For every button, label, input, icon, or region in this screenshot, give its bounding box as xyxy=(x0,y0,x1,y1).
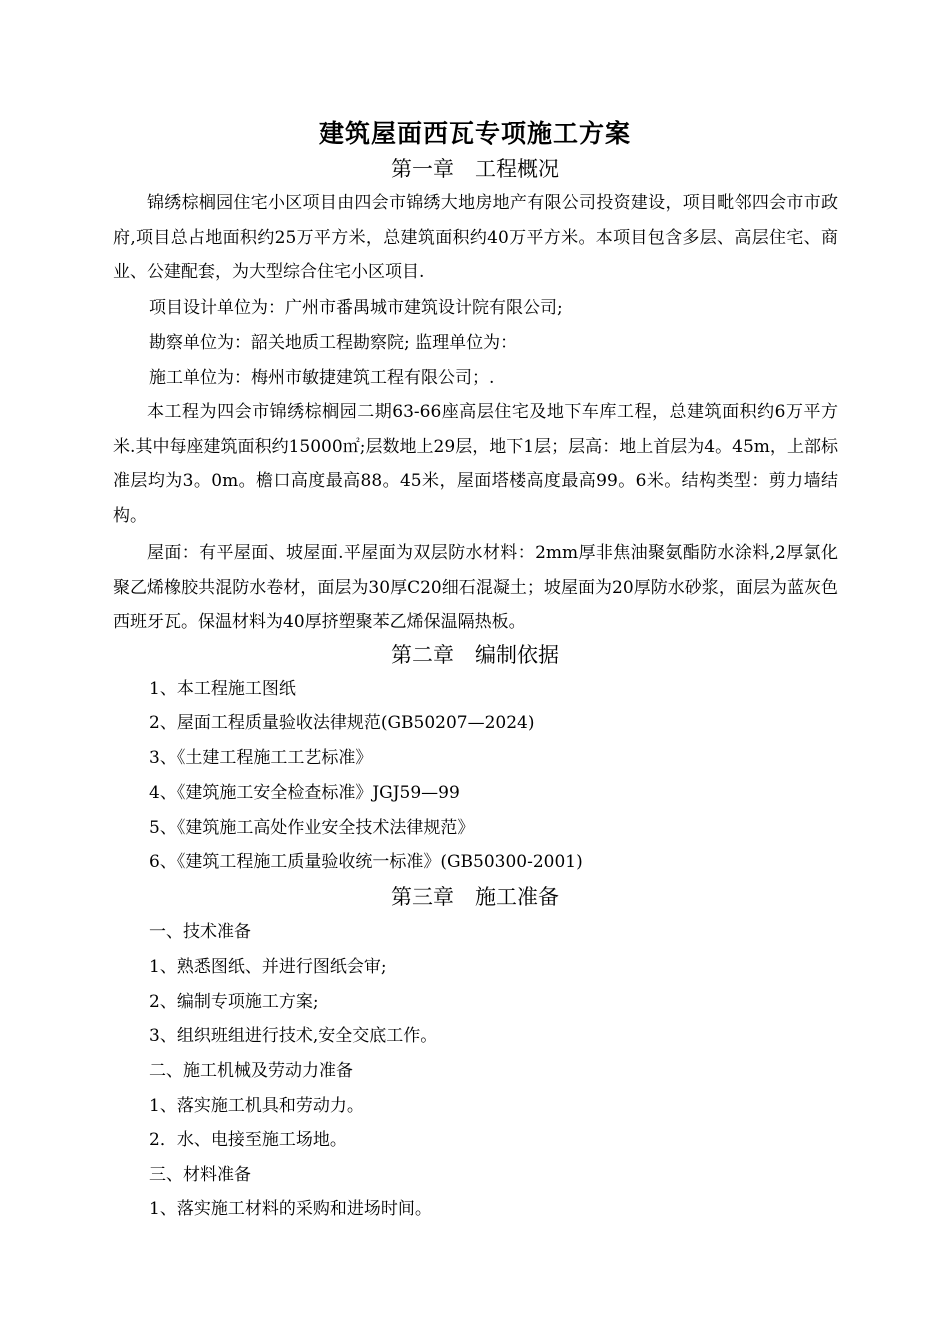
preparation-item: 2、编制专项施工方案; xyxy=(149,992,319,1012)
project-overview-paragraph: 锦绣棕榈园住宅小区项目由四会市锦绣大地房地产有限公司投资建设，项目毗邻四会市市政府,项目总占地面积约25万平方米，总建筑面积约40万平方米。本项目包含多层、高层住宅、商业、公建配套，为大型综合住宅小区项目. xyxy=(113,193,838,282)
engineering-description-paragraph: 本工程为四会市锦绣棕榈园二期63-66座高层住宅及地下车库工程，总建筑面积约6万平方米.其中每座建筑面积约15000㎡;层数地上29层，地下1层；层高：地上首层为4。45m，上部标准层均为3。0m。檐口高度最高88。45米，屋面塔楼高度最高99。6米。结构类型：剪力墙结构。 xyxy=(113,402,838,526)
preparation-item: 1、落实施工材料的采购和进场时间。 xyxy=(149,1199,432,1219)
preparation-item: 三、材料准备 xyxy=(149,1165,251,1185)
preparation-item: 2．水、电接至施工场地。 xyxy=(149,1130,347,1150)
basis-item: 6、《建筑工程施工质量验收统一标准》(GB50300-2001) xyxy=(149,852,583,872)
chapter-2-heading: 第二章 编制依据 xyxy=(391,643,559,667)
roof-description-paragraph: 屋面：有平屋面、坡屋面.平屋面为双层防水材料：2mm厚非焦油聚氨酯防水涂料,2厚氯化聚乙烯橡胶共混防水卷材，面层为30厚C20细石混凝土；坡屋面为20厚防水砂浆，面层为蓝灰色西班牙瓦。保温材料为40厚挤塑聚苯乙烯保温隔热板。 xyxy=(113,543,838,632)
design-unit-line: 项目设计单位为：广州市番禺城市建筑设计院有限公司; xyxy=(149,298,563,318)
preparation-item: 1、落实施工机具和劳动力。 xyxy=(149,1096,364,1116)
basis-item: 5、《建筑施工高处作业安全技术法律规范》 xyxy=(149,818,475,838)
basis-item: 4、《建筑施工安全检查标准》JGJ59—99 xyxy=(149,783,460,803)
preparation-item: 一、技术准备 xyxy=(149,922,251,942)
basis-item: 2、屋面工程质量验收法律规范(GB50207—2024) xyxy=(149,713,535,733)
chapter-3-heading: 第三章 施工准备 xyxy=(391,885,559,909)
survey-supervision-line: 勘察单位为：韶关地质工程勘察院; 监理单位为： xyxy=(149,333,518,353)
preparation-item: 3、组织班组进行技术,安全交底工作。 xyxy=(149,1026,438,1046)
basis-item: 1、本工程施工图纸 xyxy=(149,679,296,699)
preparation-item: 1、熟悉图纸、并进行图纸会审; xyxy=(149,957,387,977)
preparation-item: 二、施工机械及劳动力准备 xyxy=(149,1061,353,1081)
basis-item: 3、《土建工程施工工艺标准》 xyxy=(149,748,373,768)
document-title: 建筑屋面西瓦专项施工方案 xyxy=(318,119,631,148)
chapter-1-heading: 第一章 工程概况 xyxy=(391,157,559,181)
construction-unit-line: 施工单位为：梅州市敏捷建筑工程有限公司；. xyxy=(149,368,495,388)
